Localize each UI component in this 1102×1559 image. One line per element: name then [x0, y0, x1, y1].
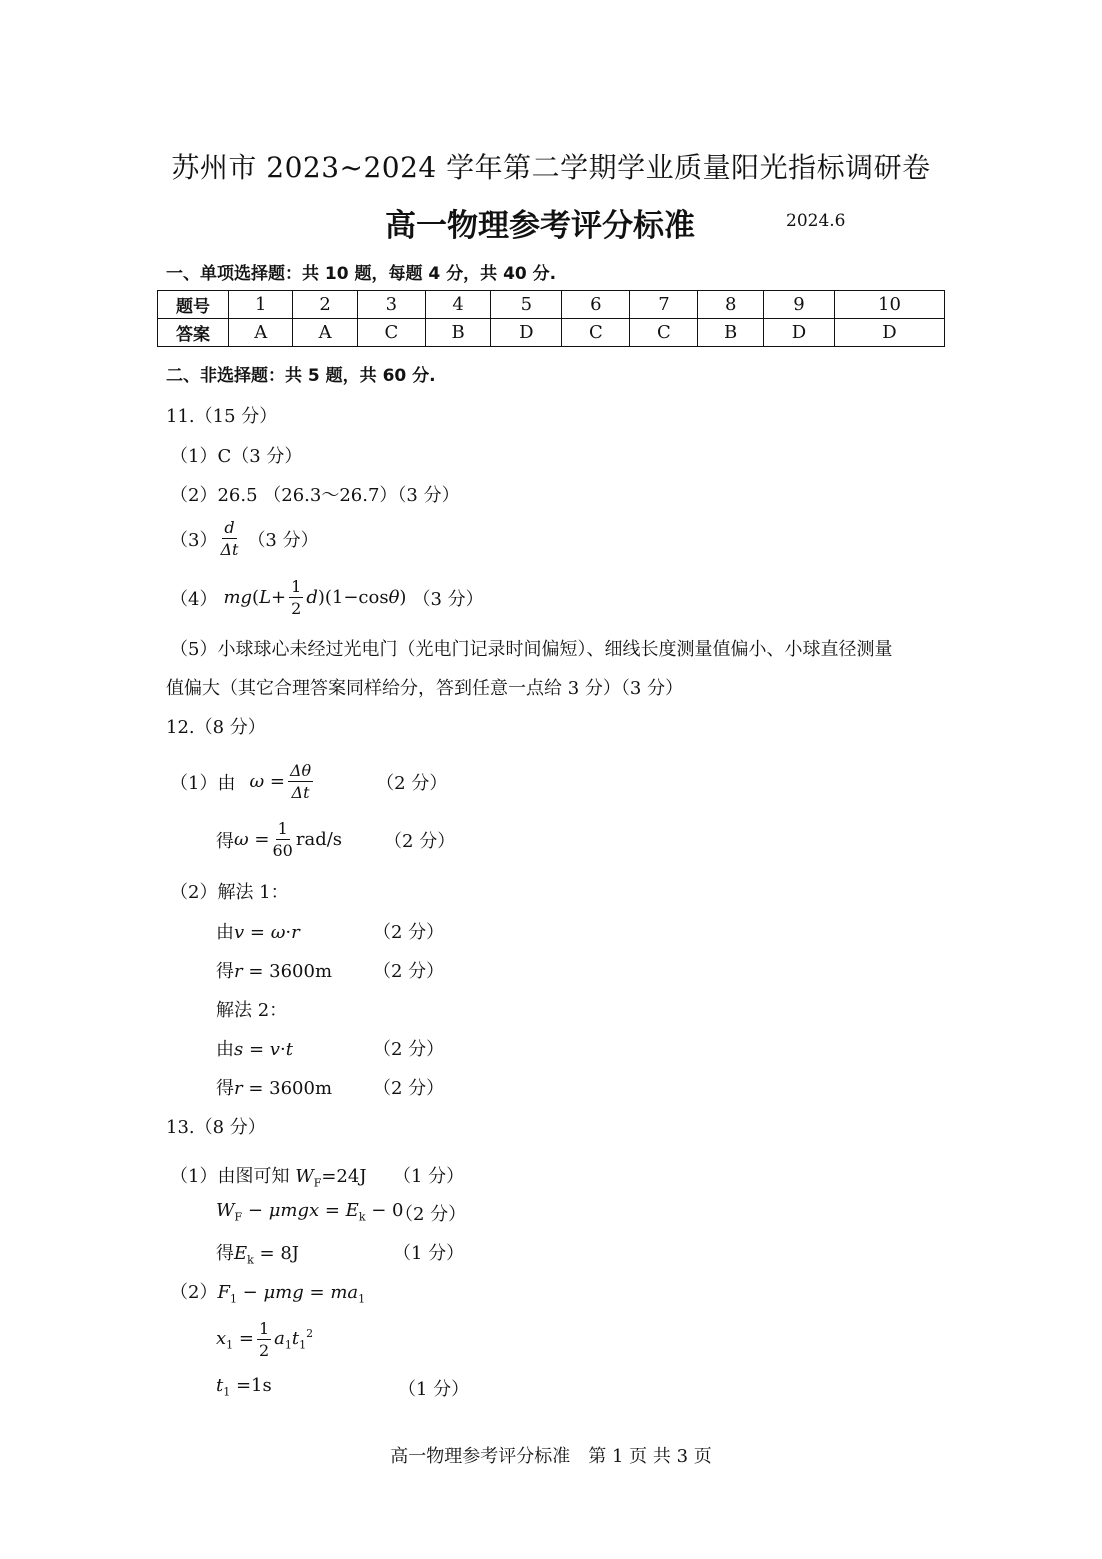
omega-symbol: ω = — [249, 771, 285, 792]
fraction-numerator: d — [224, 518, 235, 537]
q11-part4-label: （4） — [170, 588, 218, 610]
table-cell: 7 — [630, 291, 698, 319]
table-row-numbers — [158, 291, 945, 319]
fraction-one-half: $\frac{1}{2}$ — [258, 1319, 270, 1360]
q13-line4: $(2)F_1 - \mu mg = ma_1$ — [170, 1282, 366, 1306]
fraction-dtheta-over-dt — [288, 760, 313, 803]
line-label: （2） — [170, 1282, 218, 1303]
q13-line3: 得$E_k = 8J$ — [216, 1243, 300, 1267]
line-label: （1）由图可知 — [170, 1166, 290, 1187]
table-cell: B — [698, 319, 764, 347]
section-2-heading: 二、非选择题：共 5 题，共 60 分. — [166, 366, 436, 386]
table-cell: D — [834, 319, 944, 347]
step-label: 由 — [216, 922, 234, 943]
table-cell: D — [763, 319, 834, 347]
q12-part1 — [170, 760, 447, 803]
fraction-numerator: 1 — [277, 819, 288, 838]
q12-part2-label: （2）解法 1： — [170, 882, 289, 903]
q12-m1-step2: 得r = 3600m — [216, 961, 333, 982]
table-cell: 5 — [491, 291, 562, 319]
q11-part1: （1）C（3 分） — [170, 446, 303, 467]
q13-line1: （1）由图可知 $W_F=24J$ — [170, 1166, 367, 1190]
step-label: 由 — [216, 1039, 234, 1060]
q12-m1-step1-score: （2 分） — [373, 922, 445, 943]
q12-m2-step2: 得r = 3600m — [216, 1078, 333, 1099]
q13-line6: $t_1 =1s$ — [216, 1375, 272, 1399]
table-cell: A — [293, 319, 357, 347]
table-cell: B — [425, 319, 491, 347]
q12-part1-label: （1）由 — [170, 772, 236, 794]
q13-line3-score: （1 分） — [393, 1243, 465, 1264]
q12-m2-step1-score: （2 分） — [373, 1039, 445, 1060]
fraction-denominator: 60 — [272, 841, 293, 860]
table-cell: 8 — [698, 291, 764, 319]
step-label: 得 — [216, 961, 234, 982]
table-cell: 10 — [834, 291, 944, 319]
fraction-one-half: $\frac{1}{2}$ — [291, 577, 302, 618]
date: 2024.6 — [786, 211, 846, 231]
table-cell: A — [229, 319, 293, 347]
page-title: 苏州市 2023~2024 学年第二学期学业质量阳光指标调研卷 — [171, 151, 931, 184]
q11-heading: 11.（15 分） — [166, 406, 278, 427]
table-cell: C — [357, 319, 425, 347]
line-value: = 8J — [259, 1243, 300, 1264]
q13-line6-score: （1 分） — [398, 1379, 470, 1400]
fraction-denominator: Δt — [220, 540, 239, 559]
fraction-denominator: Δt — [291, 783, 310, 802]
line-value: =1s — [235, 1375, 272, 1396]
table-header-answer: 答案 — [158, 319, 229, 347]
formula-cos-theta: d)(1−cosθ) — [306, 587, 407, 608]
formula-a1t1sq: $a_1t_1^2$ — [274, 1327, 314, 1352]
q12-method2-label: 解法 2： — [216, 1000, 288, 1021]
q11-part3-label: （3） — [170, 529, 218, 551]
q13-line2-score: （2 分） — [395, 1204, 467, 1225]
formula-mg-L-half-d: mg(L+ — [223, 587, 287, 608]
q12-m1-step1: 由v = ω·r — [216, 922, 300, 943]
q12-m2-step2-score: （2 分） — [373, 1078, 445, 1099]
table-header-number: 题号 — [158, 291, 229, 319]
table-cell: 2 — [293, 291, 357, 319]
q11-part5-line1: （5）小球球心未经过光电门（光电门记录时间偏短）、细线长度测量值偏小、小球直径测量 — [170, 639, 893, 660]
fraction-numerator: Δθ — [289, 761, 312, 780]
q11-part5-line2: 值偏大（其它合理答案同样给分，答到任意一点给 3 分）（3 分） — [166, 678, 684, 699]
table-cell: C — [630, 319, 698, 347]
q13-line2: $W_F - \mu mgx = E_k - 0$ — [216, 1200, 404, 1224]
page-subtitle: 高一物理参考评分标准 — [385, 208, 695, 244]
q12-m2-step1: 由s = v·t — [216, 1039, 293, 1060]
section-1-heading: 一、单项选择题：共 10 题，每题 4 分，共 40 分. — [166, 264, 557, 284]
table-cell: 3 — [357, 291, 425, 319]
q11-part2: （2）26.5 （26.3～26.7）（3 分） — [170, 485, 460, 506]
step-value: 3600m — [269, 961, 333, 982]
table-cell: D — [491, 319, 562, 347]
q11-part3-score: （3 分） — [247, 529, 319, 551]
omega-symbol: ω = — [234, 829, 270, 850]
q13-line5 — [216, 1318, 313, 1361]
q12-m1-step2-score: （2 分） — [373, 961, 445, 982]
q11-part4 — [170, 576, 484, 619]
fraction-d-over-dt — [220, 517, 238, 560]
table-cell: 1 — [229, 291, 293, 319]
formula-x1: $x_1$ = — [216, 1327, 254, 1352]
step-label: 得 — [216, 1078, 234, 1099]
q11-part3 — [170, 517, 319, 560]
fraction-one-over-sixty — [273, 818, 293, 861]
unit: rad/s — [295, 829, 343, 850]
q13-heading: 13.（8 分） — [166, 1117, 266, 1138]
line-label: 得 — [216, 1243, 234, 1264]
q12-part1-result — [216, 818, 455, 861]
q12-part1-score: （2 分） — [376, 772, 448, 794]
table-row-answers — [158, 319, 945, 347]
page-footer: 高一物理参考评分标准 第 1 页 共 3 页 — [390, 1446, 712, 1467]
table-cell: 9 — [763, 291, 834, 319]
table-cell: C — [562, 319, 630, 347]
q11-part4-score: （3 分） — [412, 588, 484, 610]
table-cell: 6 — [562, 291, 630, 319]
step-value: 3600m — [269, 1078, 333, 1099]
table-cell: 4 — [425, 291, 491, 319]
q12-part1-result-label: 得 — [216, 830, 234, 852]
answer-table — [157, 290, 945, 347]
q12-heading: 12.（8 分） — [166, 717, 266, 738]
q13-line1-score: （1 分） — [393, 1166, 465, 1187]
q12-part1-result-score: （2 分） — [384, 830, 456, 852]
line-value: =24J — [321, 1166, 367, 1187]
